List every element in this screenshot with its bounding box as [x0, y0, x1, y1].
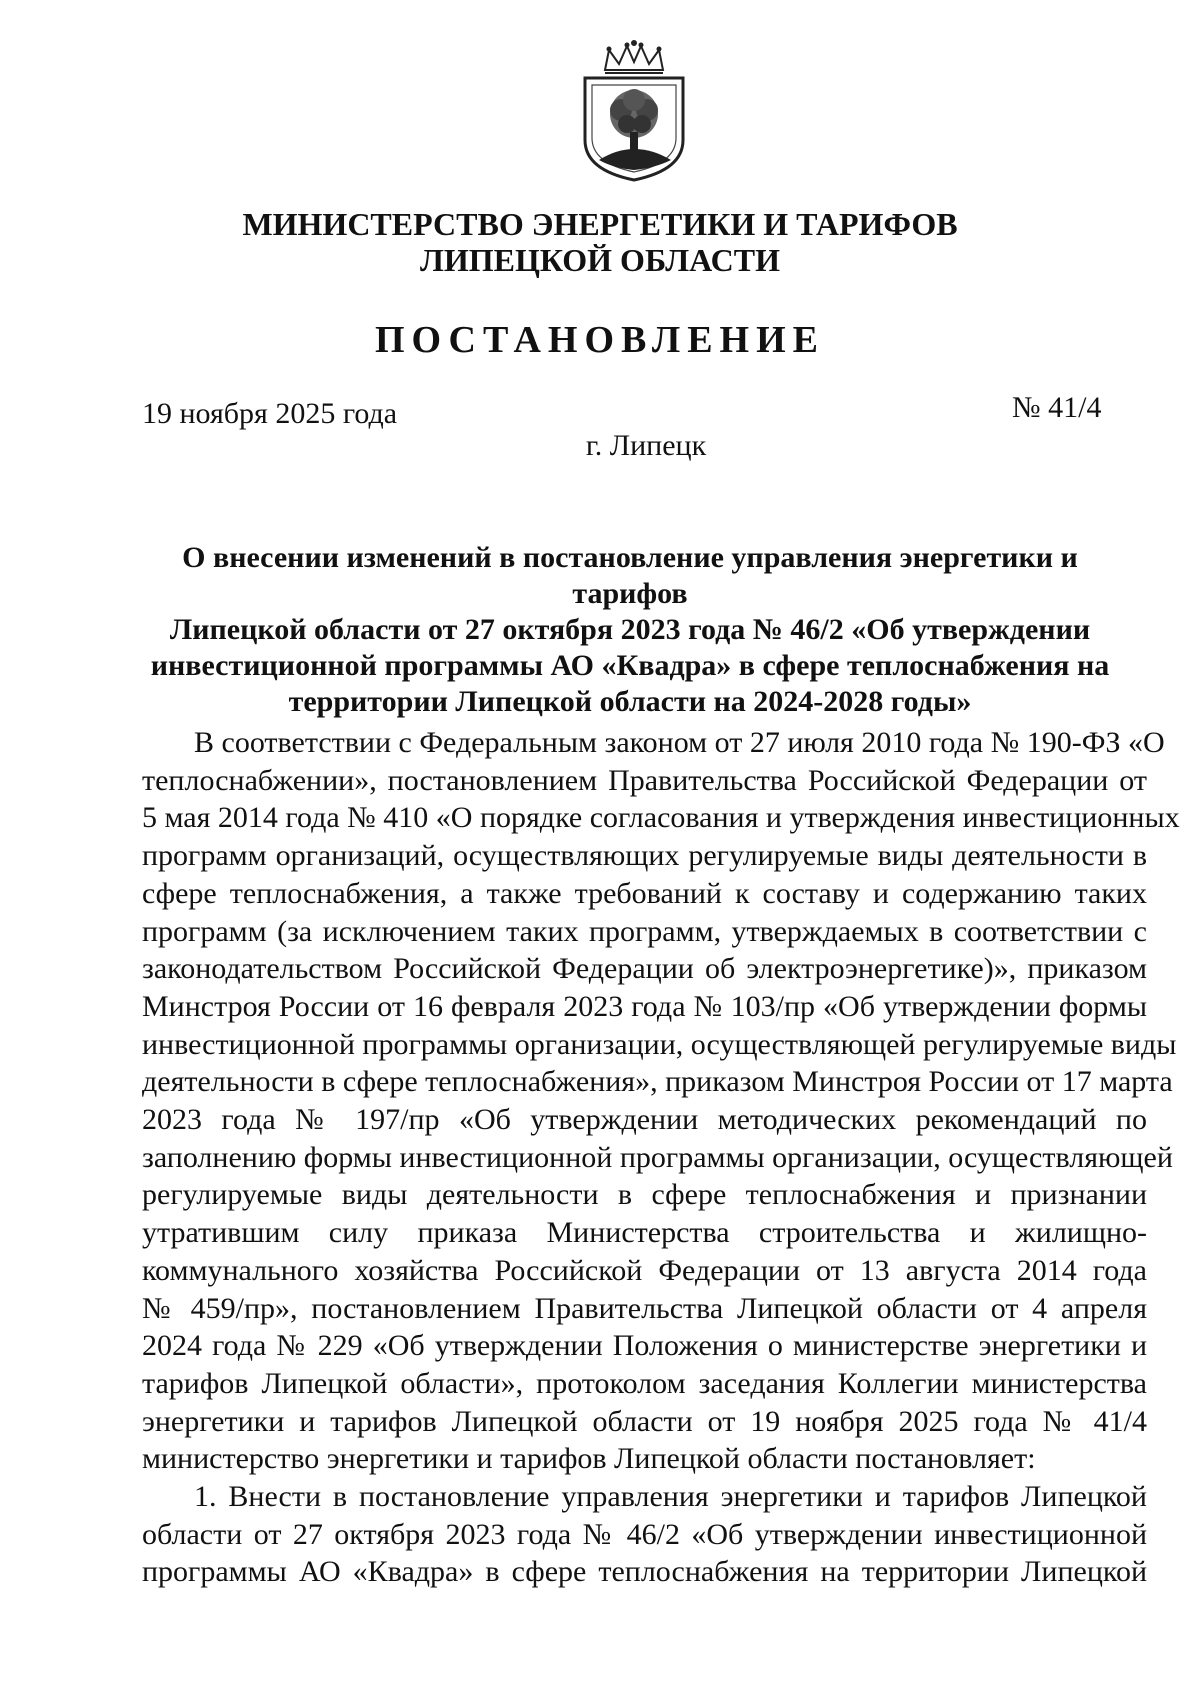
body-line: № 459/пр», постановлением Правительства Липецкой области от 4 апреля — [142, 1291, 1147, 1325]
body-line: 2023 года № 197/пр «Об утверждении методических рекомендаций по — [142, 1103, 1147, 1137]
ministry-name-line1: МИНИСТЕРСТВО ЭНЕРГЕТИКИ И ТАРИФОВ — [242, 206, 958, 242]
body-line: области от 27 октября 2023 года № 46/2 «Об утверждении инвестиционной — [142, 1517, 1147, 1551]
body-line: заполнению формы инвестиционной программы организации, осуществляющей — [142, 1140, 1173, 1174]
body-line: 1. Внести в постановление управления энергетики и тарифов Липецкой — [194, 1480, 1147, 1514]
document-number: № 41/4 — [1012, 391, 1102, 424]
document-date: 19 ноября 2025 года — [142, 397, 398, 430]
document-city: г. Липецк — [585, 429, 707, 462]
body-line: коммунального хозяйства Российской Федерации от 13 августа 2014 года — [142, 1253, 1147, 1287]
body-line: инвестиционной программы организации, осуществляющей регулируемые виды — [142, 1027, 1177, 1061]
document-body — [142, 724, 1180, 1591]
body-line: 2024 года № 229 «Об утверждении Положения о министерстве энергетики и — [142, 1329, 1147, 1363]
coat-of-arms-icon — [575, 40, 693, 182]
subject-line: Липецкой области от 27 октября 2023 года № 46/2 «Об утверждении — [169, 613, 1091, 646]
body-line: деятельности в сфере теплоснабжения», приказом Минстроя России от 17 марта — [142, 1065, 1173, 1099]
body-line: В соответствии с Федеральным законом от 27 июля 2010 года № 190-ФЗ «О — [194, 726, 1165, 759]
document-subject — [150, 540, 1110, 720]
body-line: тарифов Липецкой области», протоколом заседания Коллегии министерства — [142, 1366, 1147, 1400]
body-line: программ организаций, осуществляющих регулируемые виды деятельности в — [142, 839, 1147, 873]
body-line: программы АО «Квадра» в сфере теплоснабжения на территории Липецкой — [142, 1555, 1147, 1589]
body-line: теплоснабжении», постановлением Правительства Российской Федерации от — [142, 763, 1147, 797]
body-line: Минстроя России от 16 февраля 2023 года № 103/пр «Об утверждении формы — [142, 989, 1147, 1023]
body-line: утратившим силу приказа Министерства строительства и жилищно- — [142, 1216, 1147, 1250]
subject-line: инвестиционной программы АО «Квадра» в сфере теплоснабжения на — [150, 649, 1110, 682]
body-line: сфере теплоснабжения, а также требований к составу и содержанию таких — [142, 876, 1147, 910]
subject-line: О внесении изменений в постановление управления энергетики и тарифов — [182, 541, 1078, 610]
body-line: программ (за исключением таких программ, утверждаемых в соответствии с — [142, 914, 1147, 948]
body-line: 5 мая 2014 года № 410 «О порядке согласования и утверждения инвестиционных — [142, 801, 1180, 835]
body-line: регулируемые виды деятельности в сфере теплоснабжения и признании — [142, 1178, 1147, 1212]
subject-line: территории Липецкой области на 2024-2028 годы» — [288, 685, 972, 718]
body-line: энергетики и тарифов Липецкой области от 19 ноября 2025 года № 41/4 — [142, 1404, 1147, 1438]
document-type-title: ПОСТАНОВЛЕНИЕ — [374, 319, 826, 361]
body-line: законодательством Российской Федерации об электроэнергетике)», приказом — [142, 952, 1147, 986]
ministry-name-line2: ЛИПЕЦКОЙ ОБЛАСТИ — [420, 242, 780, 278]
body-line: министерство энергетики и тарифов Липецкой области постановляет: — [142, 1442, 1036, 1476]
